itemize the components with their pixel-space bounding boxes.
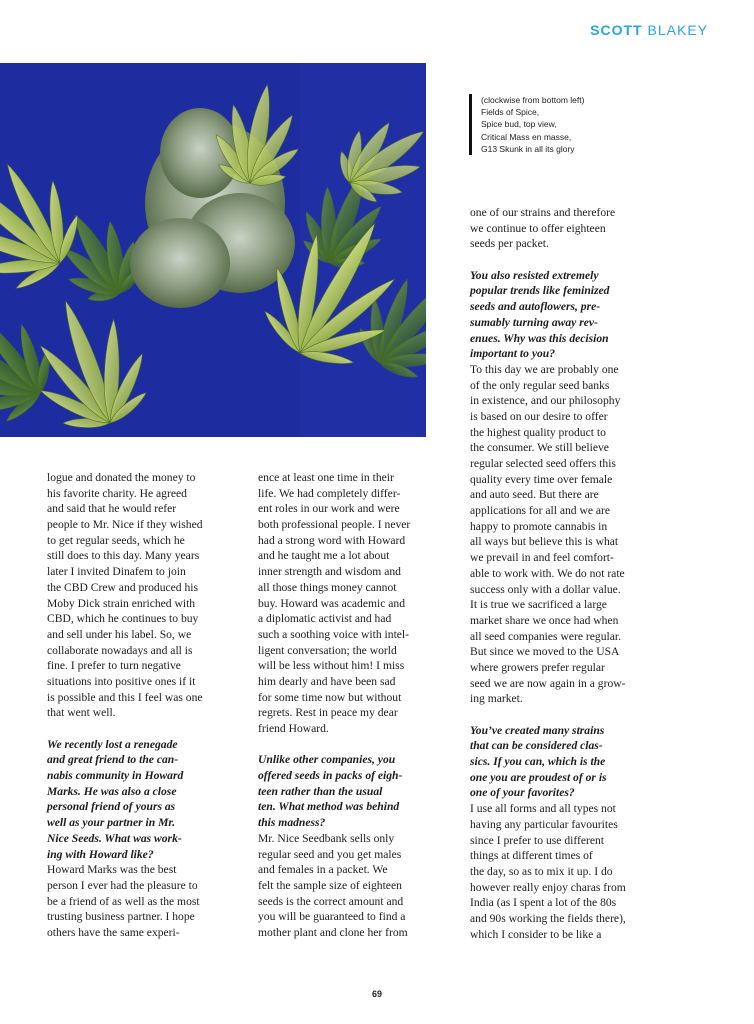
interview-question-line: teen rather than the usual [258, 784, 383, 798]
answer-text-line: where growers prefer regular [470, 660, 605, 674]
answer-text-line: all those things money cannot [258, 580, 397, 594]
interview-question-line: ten. What method was behind [258, 800, 400, 814]
answer-text-line: trusting business partner. I hope [47, 910, 195, 924]
answer-text-line: we prevail in and feel comfort- [470, 551, 614, 565]
answer-text-line: of the only regular seed banks [470, 378, 610, 392]
interview-question-line: We recently lost a renegade [47, 737, 178, 751]
answer-text-line: collaborate nowadays and all is [47, 643, 193, 657]
paragraph-gap [47, 721, 237, 737]
answer-text-line: all ways but believe this is what [470, 535, 619, 549]
answer-text-line: mother plant and clone her from [258, 925, 408, 939]
answer-text-line: the highest quality product to [470, 425, 606, 439]
paragraph-gap [470, 252, 660, 268]
answer-text-line: since I prefer to use different [470, 833, 605, 847]
interview-question-line: sics. If you can, which is the [470, 755, 606, 769]
answer-text-line: able to work with. We do not rate [470, 566, 625, 580]
answer-text-line: such a soothing voice with intel- [258, 627, 410, 641]
answer-text-line: you will be guaranteed to find a [258, 910, 406, 924]
answer-text-line: others have the same experi- [47, 925, 180, 939]
answer-text-line: to get regular seeds, which he [47, 533, 185, 547]
answer-text-line: and sell under his label. So, we [47, 627, 192, 641]
answer-text-line: which I consider to be like a [470, 927, 602, 941]
answer-text-line: seeds is the correct amount and [258, 894, 404, 908]
interview-question-line: one of your favorites? [470, 786, 575, 800]
interview-question-line: one you are proudest of or is [470, 770, 607, 784]
interview-question-line: Marks. He was also a close [47, 784, 177, 798]
interview-question-line: nabis community in Howard [47, 769, 184, 783]
answer-text-line: and auto seed. But there are [470, 488, 599, 502]
answer-text-line: still does to this day. Many years [47, 549, 200, 563]
answer-text-line: a diplomatic activist and had [258, 612, 392, 626]
interview-question-line: personal friend of yours as [47, 800, 176, 814]
interview-question-line: Unlike other companies, you [258, 753, 396, 767]
answer-text-line: is possible and this I feel was one [47, 690, 203, 704]
answer-text-line: him dearly and have been sad [258, 674, 396, 688]
cannabis-plant-photo [0, 63, 426, 437]
photo-caption [469, 94, 681, 155]
paragraph-gap [258, 737, 448, 753]
answer-text-line: person I ever had the pleasure to [47, 878, 198, 892]
answer-text-line: Moby Dick strain enriched with [47, 596, 196, 610]
article-column-1 [47, 470, 237, 941]
answer-text-line: will be less without him! I miss [258, 659, 405, 673]
interview-question-line: this madness? [258, 816, 326, 830]
answer-text-line: happy to promote cannabis in [470, 519, 608, 533]
article-column-2 [258, 470, 448, 941]
answer-text-line: fine. I prefer to turn negative [47, 659, 181, 673]
answer-text-line: the consumer. We still believe [470, 441, 609, 455]
page-header [590, 22, 708, 38]
caption-line: Fields of Spice, [481, 107, 540, 118]
interview-question-line: seeds and autoflowers, pre- [470, 300, 601, 314]
answer-text-line: Mr. Nice Seedbank sells only [258, 831, 395, 845]
interview-question-line: enues. Why was this decision [470, 331, 609, 345]
interview-question-line: You’ve created many strains [470, 723, 605, 737]
interview-question-line: ing with Howard like? [47, 847, 154, 861]
answer-text-line: is based on our desire to offer [470, 409, 608, 423]
answer-text-line: in existence, and our philosophy [470, 394, 621, 408]
header-first-name: SCOTT [590, 22, 643, 38]
answer-text-line: But since we moved to the USA [470, 645, 620, 659]
answer-text-line: be a friend of as well as the most [47, 894, 200, 908]
interview-question-line: well as your partner in Mr. [47, 816, 176, 830]
paragraph-gap [470, 707, 660, 723]
answer-text-line: To this day we are probably one [470, 362, 619, 376]
answer-text-line: people to Mr. Nice if they wished [47, 518, 203, 532]
answer-text-line: ence at least one time in their [258, 471, 394, 484]
interview-question-line: that can be considered clas- [470, 739, 603, 753]
answer-text-line: logue and donated the money to [47, 471, 196, 484]
interview-question-line: Nice Seeds. What was work- [47, 831, 182, 845]
answer-text-line: all seed companies were regular. [470, 629, 621, 643]
answer-text-line: we continue to offer eighteen [470, 221, 606, 235]
answer-text-line: his favorite charity. He agreed [47, 486, 187, 500]
answer-text-line: It is true we sacrificed a large [470, 598, 607, 612]
answer-text-line: inner strength and wisdom and [258, 565, 401, 579]
interview-question-line: popular trends like feminized [470, 284, 610, 298]
answer-text-line: ing market. [470, 692, 523, 706]
plant-illustration [0, 63, 426, 437]
answer-text-line: friend Howard. [258, 722, 329, 735]
answer-text-line: CBD, which he continues to buy [47, 612, 199, 626]
answer-text-line: success only with a dollar value. [470, 582, 621, 596]
caption-line: Critical Mass en masse, [481, 131, 572, 142]
interview-question-line: You also resisted extremely [470, 268, 599, 282]
answer-text-line: and said that he would refer [47, 502, 177, 516]
answer-text-line: Howard Marks was the best [47, 863, 177, 877]
answer-text-line: that went well. [47, 706, 116, 720]
answer-text-line: and females in a packet. We [258, 863, 388, 877]
answer-text-line: later I invited Dinafem to join [47, 565, 186, 579]
answer-text-line: applications for all and we are [470, 504, 611, 518]
answer-text-line: both professional people. I never [258, 518, 411, 532]
interview-question-line: important to you? [470, 347, 556, 361]
interview-question-line: offered seeds in packs of eigh- [258, 769, 403, 783]
answer-text-line: I use all forms and all types not [470, 802, 616, 816]
header-last-name: BLAKEY [647, 22, 708, 38]
interview-question-line: sumably turning away rev- [470, 315, 598, 329]
answer-text-line: market share we once had when [470, 613, 619, 627]
answer-text-line: one of our strains and therefore [470, 206, 616, 219]
caption-line: (clockwise from bottom left) [481, 95, 585, 105]
answer-text-line: seed we are now again in a grow- [470, 676, 626, 690]
answer-text-line: for some time now but without [258, 690, 402, 704]
answer-text-line: the day, so as to mix it up. I do [470, 864, 613, 878]
answer-text-line: situations into positive ones if it [47, 674, 196, 688]
answer-text-line: buy. Howard was academic and [258, 596, 406, 610]
answer-text-line: seeds per packet. [470, 237, 549, 251]
answer-text-line: and 90s working the fields there), [470, 911, 626, 925]
article-column-3 [470, 205, 660, 942]
answer-text-line: ent roles in our work and were [258, 502, 400, 516]
answer-text-line: quality every time over female [470, 472, 613, 486]
answer-text-line: ligent conversation; the world [258, 643, 397, 657]
answer-text-line: having any particular favourites [470, 817, 618, 831]
page-number: 69 [371, 989, 382, 999]
answer-text-line: the CBD Crew and produced his [47, 580, 199, 594]
caption-line: G13 Skunk in all its glory [481, 143, 575, 154]
answer-text-line: regrets. Rest in peace my dear [258, 706, 398, 720]
answer-text-line: life. We had completely differ- [258, 486, 401, 500]
answer-text-line: however really enjoy charas from [470, 880, 626, 894]
answer-text-line: India (as I spent a lot of the 80s [470, 896, 617, 910]
answer-text-line: regular selected seed offers this [470, 457, 616, 470]
answer-text-line: and he taught me a lot about [258, 549, 390, 563]
answer-text-line: had a strong word with Howard [258, 533, 406, 547]
caption-line: Spice bud, top view, [481, 119, 557, 130]
answer-text-line: regular seed and you get males [258, 847, 402, 861]
interview-question-line: and great friend to the can- [47, 753, 179, 767]
answer-text-line: things at different times of [470, 849, 593, 863]
answer-text-line: felt the sample size of eighteen [258, 878, 402, 892]
